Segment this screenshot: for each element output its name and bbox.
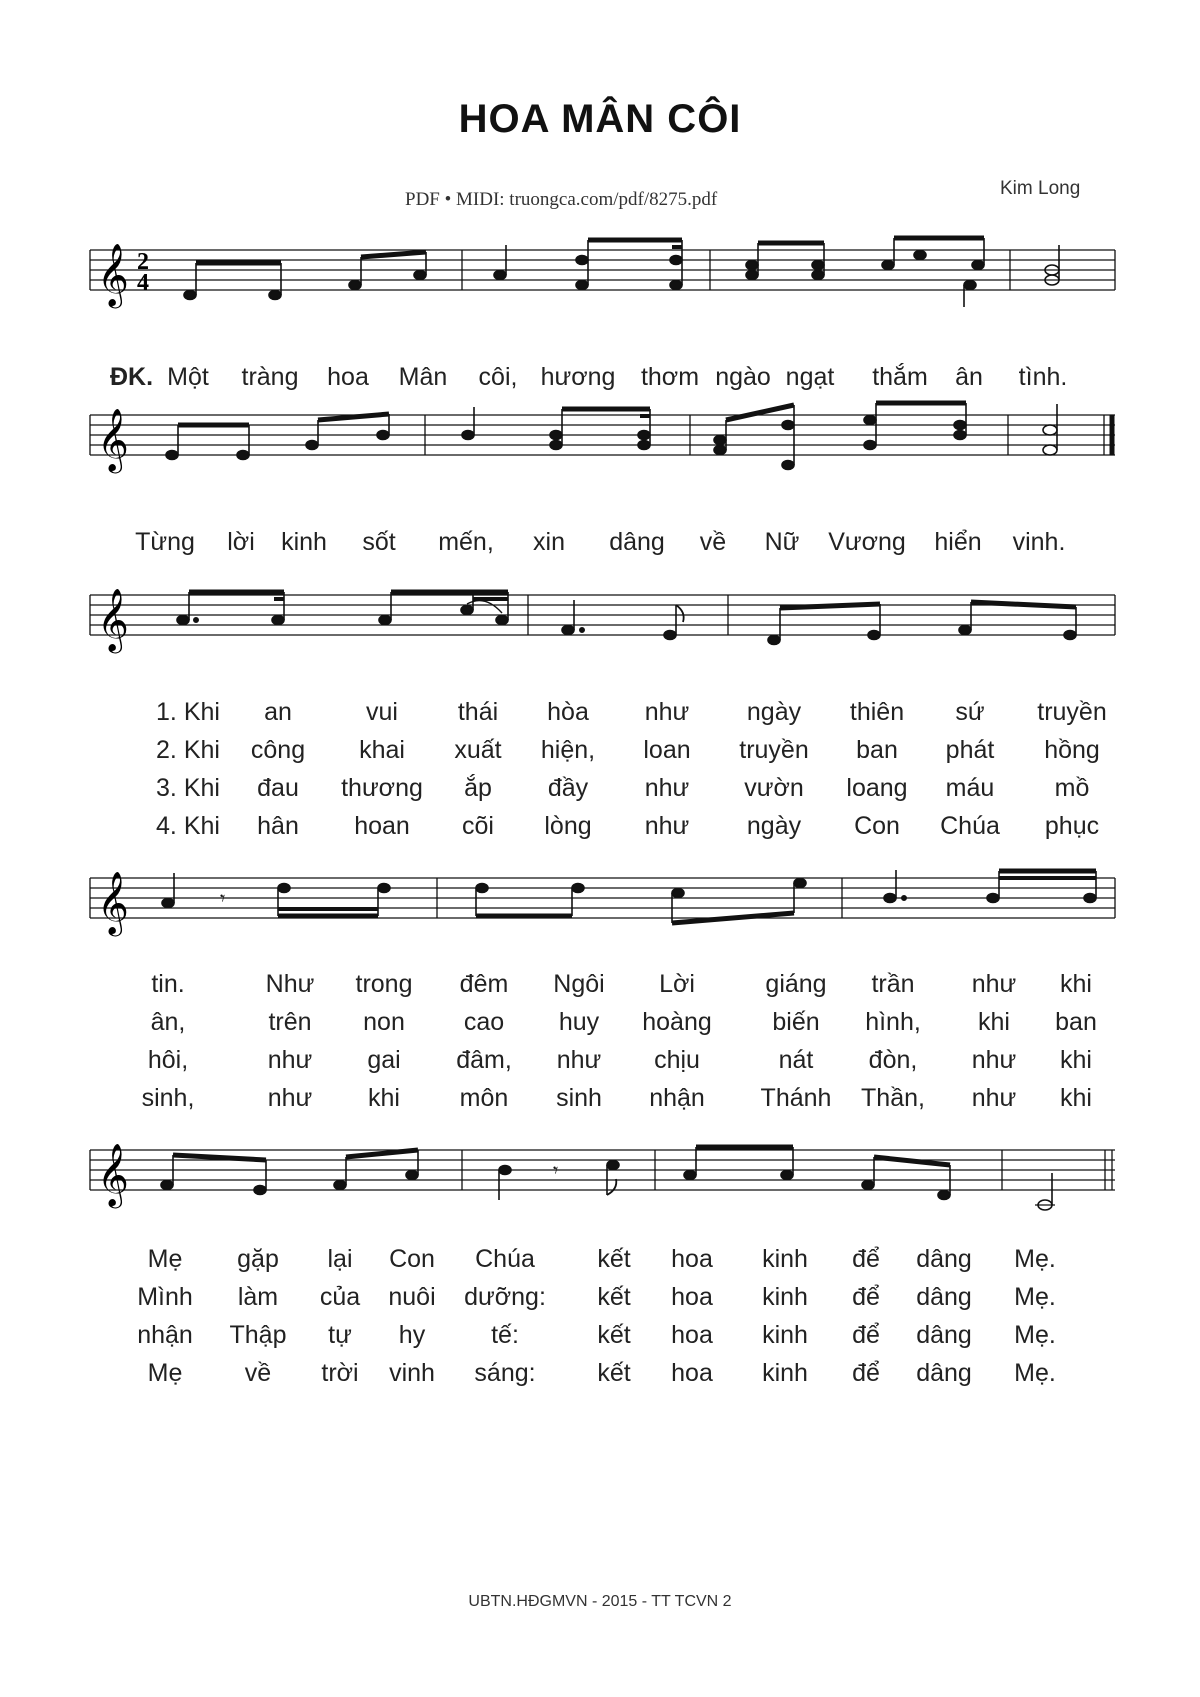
lyric-syllable: ngạt — [785, 363, 835, 391]
lyric-syllable: truyền — [739, 736, 809, 764]
notes — [177, 592, 1076, 645]
lyric-syllable: vườn — [744, 774, 804, 802]
lyric-syllable: khi — [1060, 970, 1092, 998]
lyric-syllable: hoan — [354, 812, 410, 840]
lyric-syllable: dâng — [916, 1283, 972, 1311]
treble-clef-icon: 𝄞 — [97, 588, 129, 651]
lyric-syllable: về — [244, 1359, 272, 1387]
lyric-syllable: sinh — [556, 1084, 602, 1112]
lyric-syllable: chịu — [654, 1046, 700, 1074]
notes — [166, 403, 1057, 470]
lyric-syllable: ắp — [464, 774, 492, 802]
lyric-syllable: loang — [846, 774, 908, 802]
lyric-syllable: dâng — [916, 1321, 972, 1349]
lyric-syllable: để — [852, 1321, 880, 1349]
lyric-syllable: côi, — [478, 363, 518, 391]
lyric-syllable: kinh — [762, 1359, 808, 1387]
lyric-syllable: như — [971, 1084, 1017, 1112]
lyric-syllable: 1. Khi — [156, 698, 220, 726]
lyric-syllable: xin — [533, 528, 565, 556]
lyric-syllable: dưỡng: — [464, 1283, 546, 1311]
lyric-syllable: như — [644, 812, 690, 840]
lyric-syllable: trời — [321, 1359, 359, 1387]
treble-clef-icon: 𝄞 — [97, 408, 129, 471]
lyric-syllable: môn — [459, 1084, 509, 1112]
lyric-syllable: khi — [1060, 1046, 1092, 1074]
staff-system-3 — [0, 580, 1200, 660]
lyric-syllable: thiên — [849, 698, 905, 726]
lyric-syllable: khai — [359, 736, 405, 764]
lyric-syllable: hòa — [547, 698, 589, 726]
lyric-syllable: kết — [597, 1321, 631, 1349]
lyric-syllable: kết — [597, 1245, 631, 1273]
lyric-syllable: kinh — [762, 1245, 808, 1273]
lyric-syllable: như — [971, 970, 1017, 998]
lyric-syllable: kinh — [281, 528, 327, 556]
lyric-syllable: khi — [368, 1084, 400, 1112]
lyric-syllable: nuôi — [388, 1283, 436, 1311]
staff-lines — [90, 878, 1115, 918]
eighth-rest-icon: 𝄾 — [553, 1158, 559, 1182]
lyric-syllable: dâng — [916, 1245, 972, 1273]
lyric-syllable: mến, — [438, 528, 494, 556]
lyric-syllable: phục — [1044, 812, 1100, 840]
footer-credit: UBTN.HĐGMVN - 2015 - TT TCVN 2 — [468, 1593, 732, 1610]
lyric-syllable: vinh. — [1012, 528, 1066, 556]
staff-lines — [90, 250, 1115, 290]
lyric-syllable: hình, — [865, 1008, 921, 1036]
lyric-syllable: Chúa — [475, 1245, 535, 1273]
lyric-syllable: hiển — [934, 528, 982, 556]
lyric-syllable: Mẹ. — [1014, 1245, 1056, 1273]
lyric-syllable: hoa — [327, 363, 369, 391]
staff-system-4 — [0, 863, 1200, 943]
lyric-syllable: dâng — [609, 528, 665, 556]
lyric-syllable: kết — [597, 1359, 631, 1387]
lyric-syllable: gai — [367, 1046, 401, 1074]
lyric-syllable: như — [971, 1046, 1017, 1074]
lyric-syllable: ngày — [746, 698, 802, 726]
lyric-syllable: làm — [237, 1283, 279, 1311]
lyric-syllable: lại — [327, 1245, 353, 1273]
lyric-syllable: máu — [945, 774, 995, 802]
lyric-syllable: lời — [227, 528, 255, 556]
lyric-syllable: Nữ — [764, 528, 800, 556]
lyric-syllable: như — [556, 1046, 602, 1074]
lyric-syllable: gặp — [237, 1245, 279, 1273]
lyric-syllable: hồng — [1044, 736, 1100, 764]
staff-system-1 — [0, 235, 1200, 315]
lyric-syllable: để — [852, 1245, 880, 1273]
lyric-syllable: hy — [398, 1321, 426, 1349]
lyric-syllable: Con — [389, 1245, 435, 1273]
lyric-syllable: huy — [558, 1008, 600, 1036]
lyric-syllable: hương — [540, 363, 616, 391]
lyric-syllable: dâng — [916, 1359, 972, 1387]
lyric-syllable: hôi, — [147, 1046, 189, 1074]
lyric-syllable: sinh, — [141, 1084, 195, 1112]
lyric-syllable: kinh — [762, 1283, 808, 1311]
lyric-syllable: Từng — [135, 528, 195, 556]
lyric-syllable: của — [319, 1283, 361, 1311]
lyric-syllable: nát — [778, 1046, 814, 1074]
lyric-syllable: ngào — [715, 363, 771, 391]
lyric-syllable: kinh — [762, 1321, 808, 1349]
lyric-syllable: nhận — [649, 1084, 705, 1112]
lyric-syllable: trong — [355, 970, 413, 998]
lyric-syllable: loan — [643, 736, 691, 764]
lyric-syllable: Như — [265, 970, 315, 998]
lyric-syllable: Lời — [659, 970, 695, 998]
lyric-syllable: Con — [854, 812, 900, 840]
lyric-syllable: sáng: — [474, 1359, 536, 1387]
lyric-syllable: thơm — [640, 363, 700, 391]
lyric-syllable: ân — [955, 363, 983, 391]
lyric-syllable: để — [852, 1359, 880, 1387]
lyric-syllable: an — [264, 698, 292, 726]
lyric-syllable: xuất — [454, 736, 502, 764]
lyric-syllable: nhận — [137, 1321, 193, 1349]
lyric-syllable: tự — [328, 1321, 352, 1349]
lyric-syllable: non — [363, 1008, 405, 1036]
lyric-syllable: Thần, — [861, 1084, 925, 1112]
lyric-syllable: biến — [772, 1008, 820, 1036]
lyric-syllable: hoa — [671, 1321, 713, 1349]
lyric-syllable: hân — [257, 812, 299, 840]
lyric-syllable: về — [699, 528, 727, 556]
lyric-syllable: 3. Khi — [156, 774, 220, 802]
lyric-syllable: mồ — [1054, 774, 1090, 802]
lyric-syllable: ân, — [150, 1008, 186, 1036]
refrain-marker: ĐK. — [110, 363, 154, 391]
lyric-syllable: giáng — [765, 970, 827, 998]
staff-system-2 — [0, 400, 1200, 480]
lyric-syllable: vinh — [389, 1359, 435, 1387]
song-title: HOA MÂN CÔI — [458, 97, 742, 141]
lyric-syllable: hoàng — [642, 1008, 712, 1036]
lyric-syllable: 4. Khi — [156, 812, 220, 840]
staff-lines — [90, 1150, 1115, 1190]
lyric-syllable: Mẹ. — [1014, 1283, 1056, 1311]
source-link[interactable]: PDF • MIDI: truongca.com/pdf/8275.pdf — [405, 189, 718, 210]
lyric-syllable: phát — [945, 736, 995, 764]
lyric-syllable: Mình — [137, 1283, 193, 1311]
notes — [184, 238, 1059, 307]
lyric-syllable: hoa — [671, 1283, 713, 1311]
lyric-syllable: thương — [341, 774, 423, 802]
lyric-syllable: như — [267, 1084, 313, 1112]
treble-clef-icon: 𝄞 — [97, 1143, 129, 1206]
lyric-syllable: sứ — [955, 698, 985, 726]
lyric-syllable: Chúa — [940, 812, 1000, 840]
lyric-syllable: đòn, — [868, 1046, 918, 1074]
treble-clef-icon: 𝄞 — [97, 243, 129, 306]
lyric-syllable: Mẹ — [147, 1245, 183, 1273]
lyric-syllable: hiện, — [540, 736, 596, 764]
lyric-syllable: Thập — [229, 1321, 287, 1349]
lyric-syllable: đâm, — [456, 1046, 512, 1074]
lyric-syllable: sốt — [362, 528, 396, 556]
staff-system-5 — [0, 1135, 1200, 1220]
lyric-syllable: khi — [1060, 1084, 1092, 1112]
lyric-syllable: ban — [856, 736, 898, 764]
lyric-syllable: như — [644, 698, 690, 726]
lyric-syllable: 2. Khi — [156, 736, 220, 764]
lyric-syllable: đêm — [459, 970, 509, 998]
lyric-syllable: tế: — [491, 1321, 519, 1349]
lyric-syllable: để — [852, 1283, 880, 1311]
lyric-syllable: cao — [463, 1008, 505, 1036]
lyric-syllable: như — [267, 1046, 313, 1074]
lyric-syllable: kết — [597, 1283, 631, 1311]
lyric-syllable: vui — [366, 698, 398, 726]
lyric-syllable: thái — [457, 698, 499, 726]
lyric-syllable: ngày — [746, 812, 802, 840]
lyric-syllable: truyền — [1037, 698, 1107, 726]
lyric-syllable: Thánh — [760, 1084, 832, 1112]
lyric-syllable: Vương — [828, 528, 906, 556]
lyric-syllable: cõi — [462, 812, 494, 840]
lyric-syllable: đau — [257, 774, 299, 802]
lyric-syllable: như — [644, 774, 690, 802]
lyric-syllable: Mân — [398, 363, 448, 391]
lyric-syllable: thắm — [872, 363, 928, 391]
treble-clef-icon: 𝄞 — [97, 871, 129, 934]
lyric-syllable: ban — [1055, 1008, 1097, 1036]
lyric-syllable: Mẹ — [147, 1359, 183, 1387]
lyric-syllable: lòng — [544, 812, 592, 840]
lyric-syllable: hoa — [671, 1245, 713, 1273]
lyric-syllable: Mẹ. — [1014, 1359, 1056, 1387]
notes — [161, 1147, 1055, 1210]
lyric-syllable: hoa — [671, 1359, 713, 1387]
lyric-syllable: tình. — [1018, 363, 1068, 391]
composer: Kim Long — [1000, 178, 1081, 199]
lyric-syllable: Mẹ. — [1014, 1321, 1056, 1349]
lyric-syllable: đầy — [547, 774, 589, 802]
lyric-syllable: tràng — [241, 363, 299, 391]
time-signature-bottom: 4 — [137, 270, 149, 296]
lyric-syllable: trên — [268, 1008, 312, 1036]
lyric-syllable: Ngôi — [553, 970, 605, 998]
lyric-syllable: tin. — [151, 970, 185, 998]
lyric-syllable: Một — [167, 363, 209, 391]
time-signature-top: 2 — [137, 249, 149, 275]
lyric-syllable: khi — [978, 1008, 1010, 1036]
lyric-syllable: công — [250, 736, 306, 764]
eighth-rest-icon: 𝄾 — [220, 886, 226, 910]
lyric-syllable: trần — [871, 970, 915, 998]
